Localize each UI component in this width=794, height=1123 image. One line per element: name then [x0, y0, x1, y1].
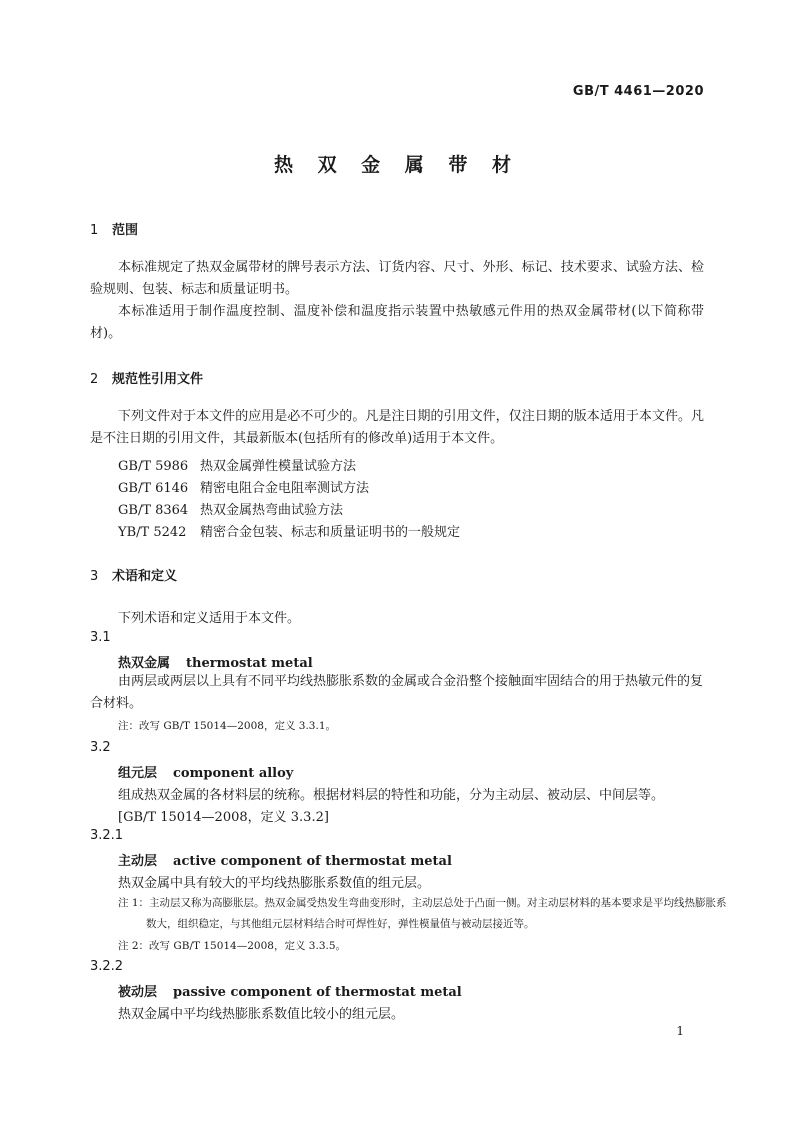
reference-title: 精密合金包装、标志和质量证明书的一般规定	[200, 525, 461, 540]
term-note: 注 2：改写 GB/T 15014—2008，定义 3.3.5。	[118, 940, 347, 952]
reference-code: YB/T 5242	[118, 525, 187, 540]
reference-title: 精密电阻合金电阻率测试方法	[200, 481, 370, 496]
reference-entry	[118, 499, 343, 518]
section-number: 3	[90, 569, 99, 584]
reference-title: 热双金属弹性模量试验方法	[200, 459, 357, 474]
page-number: 1	[676, 1024, 684, 1038]
term-entry	[118, 652, 313, 671]
reference-code: GB/T 6146	[118, 481, 189, 496]
reference-code: GB/T 5986	[118, 459, 189, 474]
reference-title: 热双金属热弯曲试验方法	[200, 503, 344, 518]
term-note: 注：改写 GB/T 15014—2008，定义 3.3.1。	[118, 720, 336, 732]
term-definition: 热双金属中平均线热膨胀系数值比较小的组元层。	[118, 1007, 405, 1022]
reference-code: GB/T 8364	[118, 503, 189, 518]
term-english: active component of thermostat metal	[173, 854, 452, 869]
scope-paragraph: 本标准适用于制作温度控制、温度补偿和温度指示装置中热敏感元件用的热双金属带材(以下简称带材)。	[90, 304, 704, 341]
section-title: 范围	[112, 223, 139, 238]
reference-entry	[118, 521, 460, 540]
standard-number: GB/T 4461—2020	[572, 84, 704, 99]
term-number: 3.2.1	[90, 828, 124, 843]
section-number: 1	[90, 223, 99, 238]
section-title: 术语和定义	[112, 569, 178, 584]
term-english: component alloy	[173, 766, 294, 781]
term-chinese: 热双金属	[118, 656, 171, 671]
term-entry	[118, 762, 293, 781]
term-definition: 热双金属中具有较大的平均线热膨胀系数值的组元层。	[118, 876, 431, 891]
term-entry	[118, 981, 462, 1000]
section-3-heading	[90, 565, 177, 584]
reference-entry	[118, 455, 356, 474]
term-chinese: 组元层	[118, 766, 158, 781]
terms-intro: 下列术语和定义适用于本文件。	[118, 611, 301, 626]
term-source: [GB/T 15014—2008，定义 3.3.2]	[118, 810, 329, 825]
term-definition: 由两层或两层以上具有不同平均线热膨胀系数的金属或合金沿整个接触面牢固结合的用于热敏元件的复合材料。	[90, 674, 704, 711]
term-number: 3.2.2	[90, 959, 124, 974]
references-intro: 下列文件对于本文件的应用是必不可少的。凡是注日期的引用文件，仅注日期的版本适用于本文件。凡是不注日期的引用文件，其最新版本(包括所有的修改单)适用于本文件。	[90, 409, 704, 446]
term-chinese: 主动层	[118, 854, 158, 869]
term-entry	[118, 850, 452, 869]
document-title: 热 双 金 属 带 材	[273, 154, 521, 176]
reference-entry	[118, 477, 369, 496]
term-number: 3.2	[90, 740, 111, 755]
section-2-heading	[90, 368, 203, 387]
term-number: 3.1	[90, 630, 111, 645]
term-definition: 组成热双金属的各材料层的统称。根据材料层的特性和功能，分为主动层、被动层、中间层等。	[118, 788, 665, 803]
section-1-heading	[90, 219, 138, 238]
term-english: thermostat metal	[186, 656, 313, 671]
term-english: passive component of thermostat metal	[173, 985, 462, 1000]
scope-paragraph: 本标准规定了热双金属带材的牌号表示方法、订货内容、尺寸、外形、标记、技术要求、试验方法、检验规则、包装、标志和质量证明书。	[90, 260, 704, 297]
term-note: 注 1：主动层又称为高膨胀层。热双金属受热发生弯曲变形时，主动层总处于凸面一侧。对主动层材料的基本要求是平均线热膨胀系数大，组织稳定，与其他组元层材料结合时可焊性好，弹性模量值与被动层接近等。	[118, 897, 727, 930]
term-chinese: 被动层	[118, 985, 158, 1000]
section-title: 规范性引用文件	[112, 372, 204, 387]
section-number: 2	[90, 372, 99, 387]
